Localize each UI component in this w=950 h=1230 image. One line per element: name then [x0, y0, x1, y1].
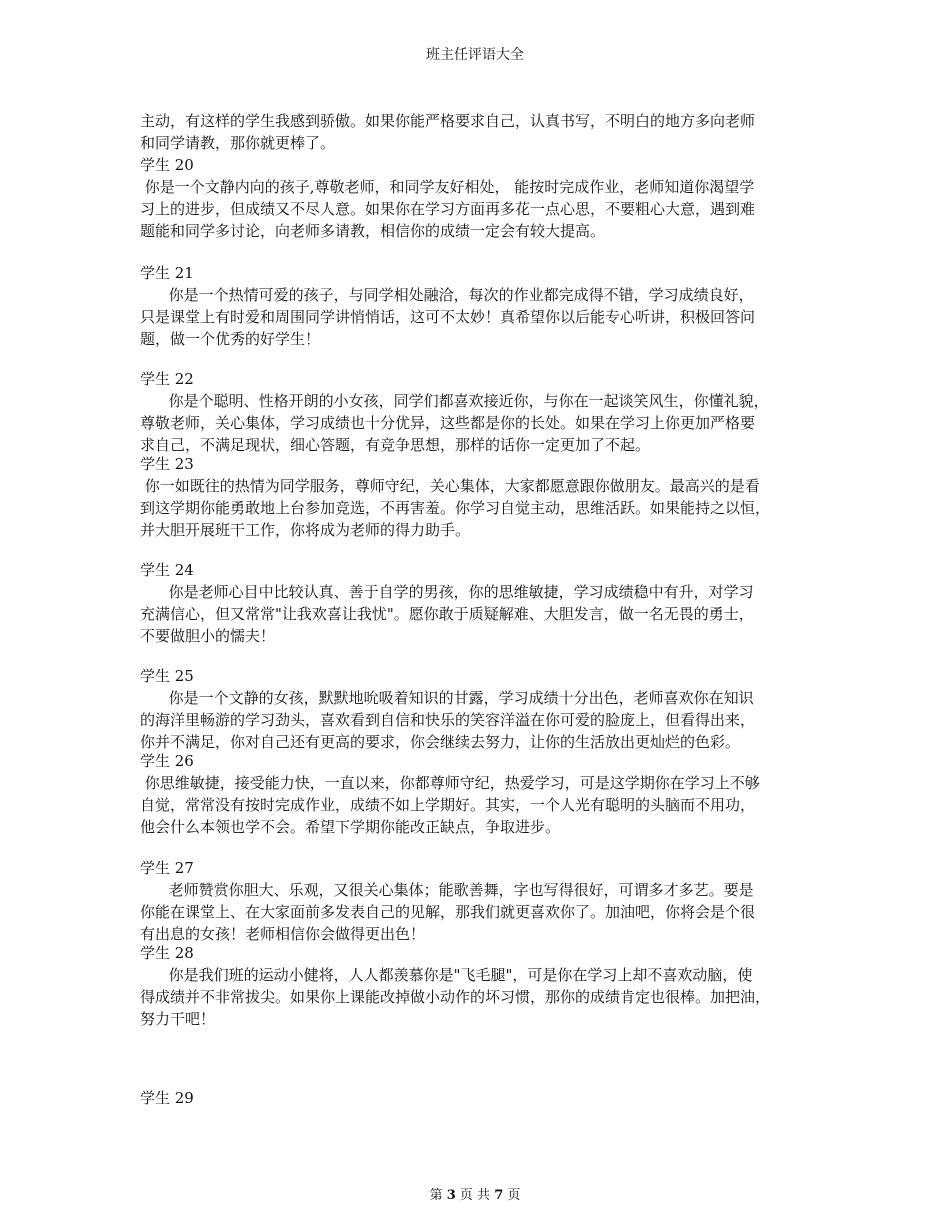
student-28-comment: 你是我们班的运动小健将，人人都羡慕你是"飞毛腿"，可是你在学习上却不喜欢动脑，使 得成绩并不非常拔尖。如果你上课能改掉做小动作的坏习惯，那你的成绩肯定也很棒。加把油， 努力干吧！: [140, 966, 771, 1028]
page-number: 3: [446, 1188, 456, 1203]
student-20-heading: 学生 20: [140, 156, 194, 174]
paragraph-intro: 主动，有这样的学生我感到骄傲。如果你能严格要求自己，认真书写，不明白的地方多向老师 和同学请教，那你就更棒了。: [140, 112, 756, 152]
footer-suffix: 页: [507, 1188, 521, 1203]
student-27-comment: 老师赞赏你胆大、乐观，又很关心集体；能歌善舞，字也写得很好，可谓多才多艺。要是 你能在课堂上、在大家面前多发表自己的见解，那我们就更喜欢你了。加油吧，你将会是个很 有出息的女孩！老师相信你会做得更出色！: [140, 881, 756, 943]
running-header: 班主任评语大全: [426, 47, 524, 63]
student-26-heading: 学生 26: [140, 752, 194, 770]
student-21-heading: 学生 21: [140, 264, 194, 282]
page-total: 7: [494, 1188, 504, 1203]
student-24-heading: 学生 24: [140, 561, 194, 579]
page-footer: [0, 1184, 950, 1203]
student-29-heading: 学生 29: [140, 1089, 194, 1107]
student-22-heading: 学生 22: [140, 370, 194, 388]
footer-prefix: 第: [429, 1188, 443, 1203]
student-25-heading: 学生 25: [140, 667, 194, 685]
student-24-comment: 你是老师心目中比较认真、善于自学的男孩，你的思维敏捷，学习成绩稳中有升，对学习 充满信心，但又常常"让我欢喜让我忧"。愿你敢于质疑解难、大胆发言，做一名无畏的勇士， 不要做胆小的懦夫！: [140, 583, 754, 645]
student-26-comment: 你思维敏捷，接受能力快，一直以来，你都尊师守纪，热爱学习，可是这学期你在学习上不够 自觉，常常没有按时完成作业，成绩不如上学期好。其实，一个人光有聪明的头脑而不用功， 他会什么本领也学不会。希望下学期你能改正缺点，争取进步。: [140, 774, 760, 836]
student-22-comment: 你是个聪明、性格开朗的小女孩，同学们都喜欢接近你，与你在一起谈笑风生，你懂礼貌， 尊敬老师，关心集体，学习成绩也十分优异，这些都是你的长处。如果在学习上你更加严格要 求自己，不满足现状，细心答题，有竞争思想，那样的话你一定更加了不起。: [140, 392, 769, 454]
student-27-heading: 学生 27: [140, 859, 194, 877]
student-23-heading: 学生 23: [140, 455, 194, 473]
student-23-comment: 你一如既往的热情为同学服务，尊师守纪，关心集体，大家都愿意跟你做朋友。最高兴的是看 到这学期你能勇敢地上台参加竞选，不再害羞。你学习自觉主动，思维活跃。如果能持之以恒， 并大胆开展班干工作，你将成为老师的得力助手。: [140, 477, 771, 539]
student-25-comment: 你是一个文静的女孩，默默地吮吸着知识的甘露，学习成绩十分出色，老师喜欢你在知识 的海洋里畅游的学习劲头，喜欢看到自信和快乐的笑容洋溢在你可爱的脸庞上，但看得出来， 你并不满足，你对自己还有更高的要求，你会继续去努力，让你的生活放出更灿烂的色彩。: [140, 689, 756, 751]
student-28-heading: 学生 28: [140, 944, 194, 962]
student-20-comment: 你是一个文静内向的孩子,尊敬老师，和同学友好相处， 能按时完成作业，老师知道你渴望学 习上的进步，但成绩又不尽人意。如果你在学习方面再多花一点心思，不要粗心大意，遇到难 题能和同学多讨论，向老师多请教，相信你的成绩一定会有较大提高。: [140, 178, 756, 240]
footer-middle: 页 共: [459, 1188, 491, 1203]
student-21-comment: 你是一个热情可爱的孩子，与同学相处融洽，每次的作业都完成得不错，学习成绩良好， 只是课堂上有时爱和周围同学讲悄悄话，这可不太妙！真希望你以后能专心听讲，积极回答问 题，做一个优秀的好学生！: [140, 286, 756, 348]
